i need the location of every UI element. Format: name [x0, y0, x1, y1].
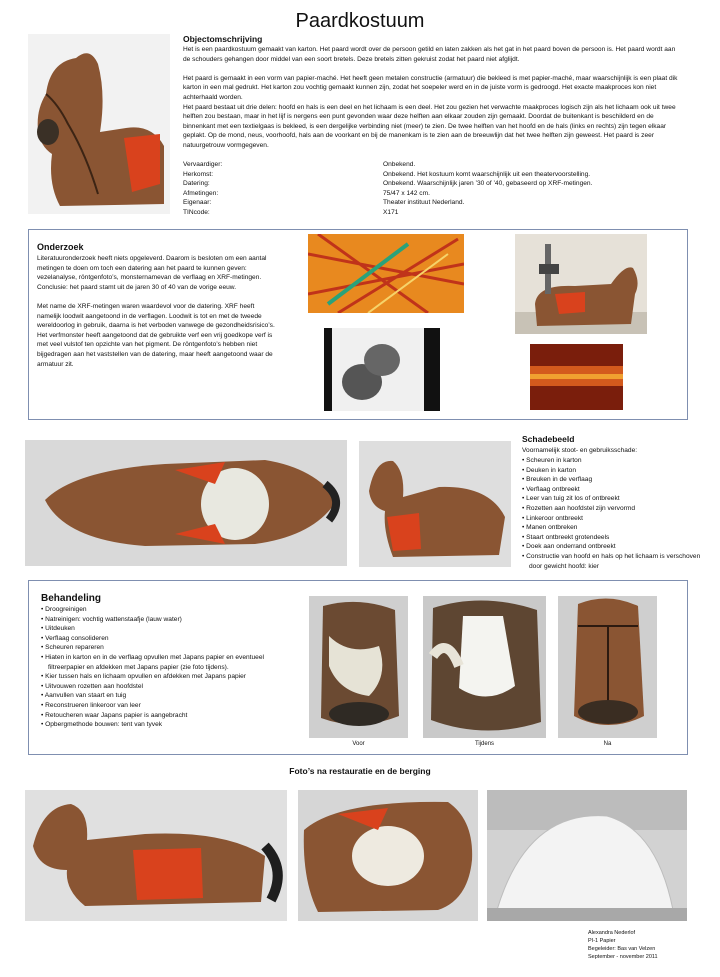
list-item: • Opbergmethode bouwen: tent van tyvek — [41, 720, 297, 730]
spec-value: Onbekend. Het kostuum komt waarschijnlijk uit een theatervoorstelling. — [383, 170, 591, 178]
spec-row — [183, 170, 683, 180]
spec-label: Herkomst: — [183, 170, 214, 178]
page-title: Paardkostuum — [295, 10, 425, 32]
damage-list — [522, 456, 707, 571]
credits — [588, 929, 658, 961]
spec-row — [183, 160, 683, 170]
list-item: • Uitdeuken — [41, 624, 297, 634]
course-name: PI-1 Papier — [588, 938, 616, 944]
spec-value: 75/47 x 142 cm. — [383, 189, 430, 197]
spec-row — [183, 208, 683, 218]
list-item: • Verflaag consolideren — [41, 634, 297, 644]
spec-value: X171 — [383, 208, 399, 216]
paint-sample-photo — [530, 344, 623, 410]
list-item: • Scheuren repareren — [41, 643, 297, 653]
list-item: • Retoucheren waar Japans papier is aangebracht — [41, 711, 297, 721]
spec-label: Afmetingen: — [183, 189, 219, 197]
description-para-1: Het is een paardkostuum gemaakt van karton. Het paard wordt over de persoon getild en laten zakken als het gat in het paard boven de persoon is. Het paard wordt aan de schouders gehangen door middel van een soort bretels. Deze bretels zitten gekruist zodat het paard niet afglijdt. — [183, 46, 676, 63]
list-item: • Staart ontbreekt grotendeels — [522, 533, 707, 543]
after-photos-heading: Foto’s na restauratie en de berging — [289, 766, 431, 776]
list-item: • Breuken in de verflaag — [522, 475, 707, 485]
research-text — [37, 254, 275, 369]
list-item: • Rozetten aan hoofdstel zijn vervormd — [522, 504, 707, 514]
list-item: • Doek aan onderrand ontbreekt — [522, 542, 707, 552]
storage-tent-photo — [487, 790, 687, 921]
list-item: • Uitvouwen rozetten aan hoofdstel — [41, 682, 297, 692]
list-item: • Kier tussen hals en lichaam opvullen en afdekken met Japans papier — [41, 672, 297, 682]
treatment-photo-after — [558, 596, 657, 738]
research-para-3: Het verfmonster heeft aangetoond dat de gebruikte verf een vrij goedkope verf is met veel vulstof ten opzichte van het pigment. De röntgenfoto’s hebben niet bijgedragen aan het vaststellen van de datering, maar heeft aangetoond waar de armatuur zit. — [37, 331, 273, 368]
list-item: • Reconstrueren linkeroor van leer — [41, 701, 297, 711]
object-description-text — [183, 45, 683, 151]
description-para-2: Het paard is gemaakt in een vorm van papier-maché. Het heeft geen metalen constructie (armatuur) die bekleed is met papier-maché, maar waarschijnlijk is een plaat dik karton in een mal gedrukt. Het karton zou vochtig gemaakt kunnen zijn, zodat het soepeler werd en in de juiste vorm is gedroogd. Het exacte maakproces kon niet achterhaald worden. — [183, 74, 678, 101]
spec-row — [183, 189, 683, 199]
supervisor: Begeleider: Bas van Velzen — [588, 946, 656, 952]
caption-during: Tijdens — [474, 741, 495, 747]
after-photo-top — [298, 790, 478, 921]
spec-label: TINcode: — [183, 208, 210, 216]
spec-label: Eigenaar: — [183, 199, 212, 207]
xray-photo — [324, 328, 440, 411]
spec-value: Onbekend. Waarschijnlijk jaren ’30 of ’40, gebaseerd op XRF-metingen. — [383, 180, 593, 188]
spec-label: Datering: — [183, 180, 210, 188]
description-para-3: Het paard bestaat uit drie delen: hoofd en hals is een deel en het lichaam is een deel. Het zou gezien het verwachte maakproces logisch zijn als het lichaam ook uit twee helften zou bestaan, maar in het lijf is nergens een punt gevonden waar deze helften aan elkaar zouden zijn gemaakt. Doordat de buitenkant is beschilderd en de binnenkant met een textielgaas is bekleed, is een dergelijke verbinding niet (meer) te zien. De twee helften van het hoofd en de hals (links en rechts) zijn tegen elkaar geplakt. Op de mond, neus, voorhoofd, hals aan de voorkant en bij de manenkam is te zien aan de breeuwlijn dat het twee helften zijn geweest. Het paard is zeer natuurgetrouw vormgegeven. — [183, 103, 676, 149]
caption-after: Na — [603, 741, 612, 747]
caption-before: Voor — [352, 741, 365, 747]
research-para-2: Met name de XRF-metingen waren waardevol voor de datering. XRF heeft namelijk loodwit aangetoond in de verflagen. Loodwit is tot en met de tweede wereldoorlog in gebruik, daarna is het verboden vanwege de gezondheidsrisico’s. — [37, 302, 275, 330]
author-name: Alexandra Nederlof — [588, 930, 636, 936]
spec-row — [183, 198, 683, 208]
list-item: • Droogreinigen — [41, 605, 297, 615]
fiber-analysis-photo — [308, 234, 464, 313]
list-item: • Linkeroor ontbreekt — [522, 514, 707, 524]
damage-photo-side — [359, 441, 511, 567]
spec-row — [183, 179, 683, 189]
spec-label: Vervaardiger: — [183, 161, 223, 168]
period: September - november 2011 — [588, 954, 658, 960]
spec-value: Theater instituut Nederland. — [383, 199, 465, 207]
list-item: • Manen ontbreken — [522, 523, 707, 533]
object-specs-table — [183, 160, 683, 218]
list-item: • Verflaag ontbreekt — [522, 485, 707, 495]
object-description-heading: Objectomschrijving — [183, 34, 263, 44]
research-para-1: Literatuuronderzoek heeft niets opgeleverd. Daarom is besloten om een aantal metingen te doen om toch een datering aan het paard te kunnen geven: vezelanalyse, röntgenfoto’s, monsternamevan de verflaag en XRF-metingen. Conclusie: het paard stamt uit de jaren 30 of 40 van de vorige eeuw. — [37, 255, 267, 291]
treatment-list — [41, 605, 297, 730]
list-item: • Scheuren in karton — [522, 456, 707, 466]
list-item: • Deuken in karton — [522, 466, 707, 476]
list-item: • Constructie van hoofd en hals op het lichaam is verschoven door gewicht hoofd: kier — [522, 552, 707, 571]
after-photo-side — [25, 790, 287, 921]
list-item: • Leer van tuig zit los of ontbreekt — [522, 494, 707, 504]
treatment-photo-before — [309, 596, 408, 738]
treatment-photo-during — [423, 596, 546, 738]
research-heading: Onderzoek — [37, 242, 84, 252]
list-item: • Hiaten in karton en in de verflaag opvullen met Japans papier en eventueel filtreerpapier en afdekken met Japans papier (zie foto tijdens). — [41, 653, 297, 672]
damage-photo-top — [25, 440, 347, 566]
spec-value: Onbekend. — [383, 161, 416, 168]
damage-intro: Voornamelijk stoot- en gebruiksschade: — [522, 447, 638, 454]
damage-heading: Schadebeeld — [522, 434, 575, 444]
list-item: • Aanvullen van staart en tuig — [41, 691, 297, 701]
list-item: • Natreinigen: vochtig wattenstaafje (lauw water) — [41, 615, 297, 625]
xrf-measurement-photo — [515, 234, 647, 334]
object-photo — [28, 34, 170, 214]
treatment-heading: Behandeling — [41, 593, 102, 604]
